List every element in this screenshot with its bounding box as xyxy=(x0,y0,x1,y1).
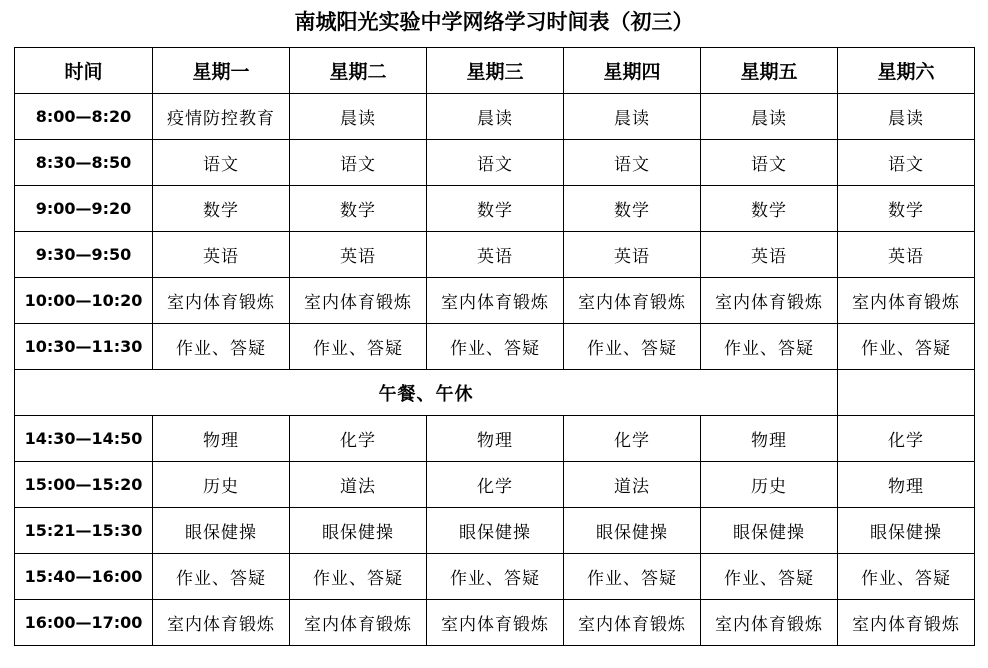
subject-cell: 物理 xyxy=(153,416,290,462)
subject-cell: 化学 xyxy=(290,416,427,462)
lunch-empty-cell xyxy=(838,370,975,416)
subject-cell: 作业、答疑 xyxy=(701,554,838,600)
lunch-row xyxy=(15,370,975,416)
subject-cell: 室内体育锻炼 xyxy=(701,278,838,324)
subject-cell: 语文 xyxy=(153,140,290,186)
header-monday: 星期一 xyxy=(153,48,290,94)
subject-cell: 室内体育锻炼 xyxy=(153,600,290,646)
afternoon-section xyxy=(15,416,975,646)
subject-cell: 历史 xyxy=(153,462,290,508)
time-slot: 15:21—15:30 xyxy=(15,508,153,554)
subject-cell: 室内体育锻炼 xyxy=(838,278,975,324)
time-slot: 8:30—8:50 xyxy=(15,140,153,186)
table-row xyxy=(15,186,975,232)
page-title: 南城阳光实验中学网络学习时间表（初三） xyxy=(294,9,694,34)
lunch-section xyxy=(15,370,975,416)
time-slot: 15:00—15:20 xyxy=(15,462,153,508)
table-row xyxy=(15,416,975,462)
subject-cell: 化学 xyxy=(427,462,564,508)
subject-cell: 作业、答疑 xyxy=(153,554,290,600)
subject-cell: 室内体育锻炼 xyxy=(564,278,701,324)
subject-cell: 数学 xyxy=(427,186,564,232)
table-row xyxy=(15,600,975,646)
subject-cell: 晨读 xyxy=(427,94,564,140)
subject-cell: 道法 xyxy=(290,462,427,508)
subject-cell: 语文 xyxy=(701,140,838,186)
subject-cell: 作业、答疑 xyxy=(290,554,427,600)
header-friday: 星期五 xyxy=(701,48,838,94)
subject-cell: 英语 xyxy=(701,232,838,278)
time-slot: 10:00—10:20 xyxy=(15,278,153,324)
subject-cell: 数学 xyxy=(290,186,427,232)
subject-cell: 作业、答疑 xyxy=(838,324,975,370)
subject-cell: 作业、答疑 xyxy=(427,324,564,370)
subject-cell: 晨读 xyxy=(290,94,427,140)
subject-cell: 英语 xyxy=(564,232,701,278)
subject-cell: 物理 xyxy=(701,416,838,462)
subject-cell: 室内体育锻炼 xyxy=(290,600,427,646)
time-slot: 9:30—9:50 xyxy=(15,232,153,278)
subject-cell: 室内体育锻炼 xyxy=(290,278,427,324)
table-row xyxy=(15,508,975,554)
morning-section xyxy=(15,94,975,370)
subject-cell: 语文 xyxy=(427,140,564,186)
subject-cell: 室内体育锻炼 xyxy=(153,278,290,324)
subject-cell: 数学 xyxy=(153,186,290,232)
subject-cell: 英语 xyxy=(427,232,564,278)
subject-cell: 室内体育锻炼 xyxy=(564,600,701,646)
time-slot: 15:40—16:00 xyxy=(15,554,153,600)
subject-cell: 室内体育锻炼 xyxy=(838,600,975,646)
time-slot: 8:00—8:20 xyxy=(15,94,153,140)
subject-cell: 作业、答疑 xyxy=(701,324,838,370)
subject-cell: 室内体育锻炼 xyxy=(701,600,838,646)
subject-cell: 语文 xyxy=(564,140,701,186)
subject-cell: 数学 xyxy=(838,186,975,232)
header-saturday: 星期六 xyxy=(838,48,975,94)
subject-cell: 晨读 xyxy=(701,94,838,140)
table-row xyxy=(15,324,975,370)
subject-cell: 物理 xyxy=(427,416,564,462)
schedule-table xyxy=(14,47,975,646)
subject-cell: 化学 xyxy=(564,416,701,462)
subject-cell: 眼保健操 xyxy=(564,508,701,554)
subject-cell: 道法 xyxy=(564,462,701,508)
time-slot: 16:00—17:00 xyxy=(15,600,153,646)
table-row xyxy=(15,232,975,278)
subject-cell: 眼保健操 xyxy=(427,508,564,554)
time-slot: 14:30—14:50 xyxy=(15,416,153,462)
subject-cell: 物理 xyxy=(838,462,975,508)
subject-cell: 化学 xyxy=(838,416,975,462)
subject-cell: 英语 xyxy=(838,232,975,278)
table-row xyxy=(15,554,975,600)
subject-cell: 英语 xyxy=(153,232,290,278)
subject-cell: 英语 xyxy=(290,232,427,278)
subject-cell: 作业、答疑 xyxy=(564,324,701,370)
subject-cell: 晨读 xyxy=(564,94,701,140)
subject-cell: 眼保健操 xyxy=(153,508,290,554)
header-wednesday: 星期三 xyxy=(427,48,564,94)
header-time: 时间 xyxy=(15,48,153,94)
subject-cell: 数学 xyxy=(564,186,701,232)
header-tuesday: 星期二 xyxy=(290,48,427,94)
subject-cell: 语文 xyxy=(838,140,975,186)
subject-cell: 晨读 xyxy=(838,94,975,140)
header-row xyxy=(15,48,975,94)
subject-cell: 作业、答疑 xyxy=(838,554,975,600)
subject-cell: 作业、答疑 xyxy=(427,554,564,600)
time-slot: 9:00—9:20 xyxy=(15,186,153,232)
subject-cell: 眼保健操 xyxy=(701,508,838,554)
subject-cell: 作业、答疑 xyxy=(564,554,701,600)
lunch-label: 午餐、午休 xyxy=(15,370,838,416)
subject-cell: 作业、答疑 xyxy=(290,324,427,370)
subject-cell: 语文 xyxy=(290,140,427,186)
header-thursday: 星期四 xyxy=(564,48,701,94)
subject-cell: 疫情防控教育 xyxy=(153,94,290,140)
time-slot: 10:30—11:30 xyxy=(15,324,153,370)
table-row xyxy=(15,94,975,140)
subject-cell: 作业、答疑 xyxy=(153,324,290,370)
table-row xyxy=(15,462,975,508)
subject-cell: 眼保健操 xyxy=(290,508,427,554)
subject-cell: 室内体育锻炼 xyxy=(427,278,564,324)
subject-cell: 数学 xyxy=(701,186,838,232)
subject-cell: 室内体育锻炼 xyxy=(427,600,564,646)
subject-cell: 眼保健操 xyxy=(838,508,975,554)
subject-cell: 历史 xyxy=(701,462,838,508)
table-row xyxy=(15,278,975,324)
table-row xyxy=(15,140,975,186)
